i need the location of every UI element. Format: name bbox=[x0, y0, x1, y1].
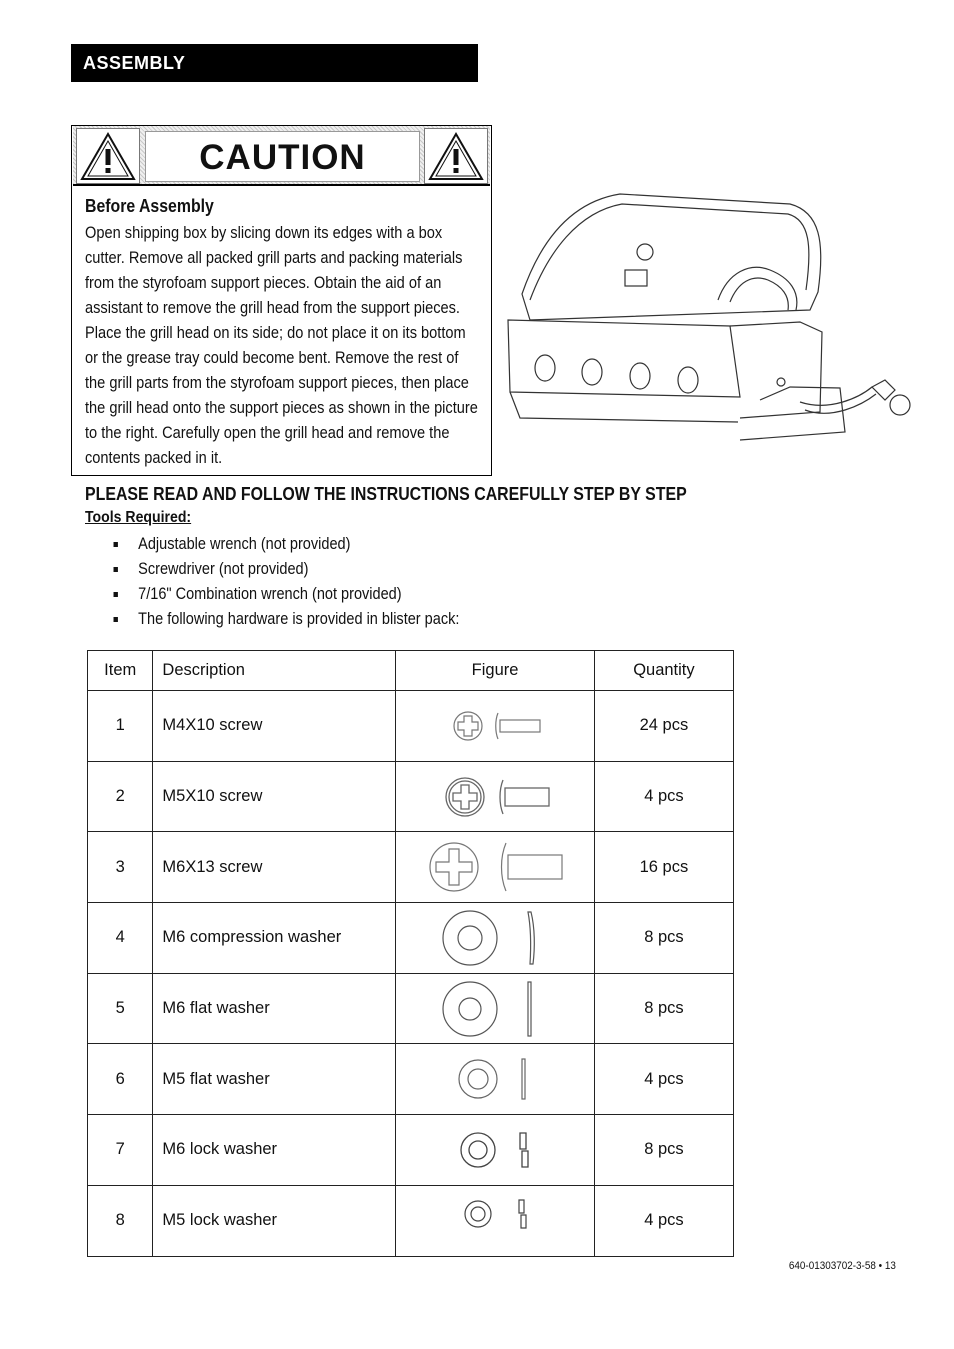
tool-item: The following hardware is provided in blister pack: bbox=[110, 608, 459, 633]
item-quantity: 8 pcs bbox=[594, 903, 733, 974]
flat-washer-small-icon bbox=[396, 1044, 595, 1115]
table-row bbox=[88, 691, 734, 762]
table-row bbox=[88, 832, 734, 903]
instructions-heading: PLEASE READ AND FOLLOW THE INSTRUCTIONS CAREFULLY STEP BY STEP bbox=[85, 483, 687, 504]
compression-washer-icon bbox=[396, 903, 595, 974]
item-number: 1 bbox=[88, 691, 153, 762]
item-quantity: 4 pcs bbox=[594, 761, 733, 832]
item-quantity: 8 pcs bbox=[594, 973, 733, 1044]
table-row bbox=[88, 1044, 734, 1115]
item-description: M6 lock washer bbox=[153, 1115, 396, 1186]
item-description: M5X10 screw bbox=[153, 761, 396, 832]
warning-triangle-icon bbox=[424, 128, 488, 184]
table-row bbox=[88, 761, 734, 832]
item-description: M5 flat washer bbox=[153, 1044, 396, 1115]
item-description: M6 compression washer bbox=[153, 903, 396, 974]
item-description: M6X13 screw bbox=[153, 832, 396, 903]
item-quantity: 16 pcs bbox=[594, 832, 733, 903]
lock-washer-small-icon bbox=[396, 1185, 595, 1256]
item-description: M5 lock washer bbox=[153, 1185, 396, 1256]
screw-large-icon bbox=[396, 832, 595, 903]
table-header-row bbox=[88, 651, 734, 691]
page-reference: 640-01303702-3-58 • 13 bbox=[789, 1260, 896, 1272]
grill-illustration bbox=[500, 182, 920, 450]
hardware-table bbox=[87, 650, 734, 1257]
item-number: 6 bbox=[88, 1044, 153, 1115]
item-quantity: 4 pcs bbox=[594, 1044, 733, 1115]
section-title: ASSEMBLY bbox=[71, 44, 478, 82]
item-number: 2 bbox=[88, 761, 153, 832]
header-item: Item bbox=[88, 651, 153, 691]
table-row bbox=[88, 1115, 734, 1186]
item-quantity: 4 pcs bbox=[594, 1185, 733, 1256]
item-number: 4 bbox=[88, 903, 153, 974]
table-row bbox=[88, 973, 734, 1044]
header-description: Description bbox=[153, 651, 396, 691]
lock-washer-large-icon bbox=[396, 1115, 595, 1186]
tools-required-title: Tools Required: bbox=[85, 509, 192, 526]
header-quantity: Quantity bbox=[594, 651, 733, 691]
header-figure: Figure bbox=[396, 651, 595, 691]
screw-small-icon bbox=[396, 691, 595, 762]
tools-list bbox=[110, 533, 507, 633]
flat-washer-large-icon bbox=[396, 973, 595, 1044]
item-description: M6 flat washer bbox=[153, 973, 396, 1044]
table-row bbox=[88, 903, 734, 974]
item-number: 3 bbox=[88, 832, 153, 903]
before-assembly-text: Open shipping box by slicing down its edges with a box cutter. Remove all packed grill parts and packing materials from the styrofoam support pieces. Obtain the aid of an assistant to remove the grill head from the support pieces. Place the grill head on its side; do not place it on its bottom or the grease tray could become bent. Remove the rest of the grill parts from the styrofoam support pieces, then place the grill head onto the support pieces as shown in the picture to the right. Carefully open the grill head and remove the contents packed in it. bbox=[85, 223, 478, 467]
tool-item: Adjustable wrench (not provided) bbox=[110, 533, 459, 558]
warning-triangle-icon bbox=[76, 128, 140, 184]
item-number: 5 bbox=[88, 973, 153, 1044]
item-number: 8 bbox=[88, 1185, 153, 1256]
screw-medium-icon bbox=[396, 761, 595, 832]
item-quantity: 8 pcs bbox=[594, 1115, 733, 1186]
table-row bbox=[88, 1185, 734, 1256]
tool-item: 7/16" Combination wrench (not provided) bbox=[110, 583, 459, 608]
item-quantity: 24 pcs bbox=[594, 691, 733, 762]
before-assembly-title: Before Assembly bbox=[85, 196, 214, 216]
tool-item: Screwdriver (not provided) bbox=[110, 558, 459, 583]
caution-title: CAUTION bbox=[199, 138, 366, 177]
item-description: M4X10 screw bbox=[153, 691, 396, 762]
item-number: 7 bbox=[88, 1115, 153, 1186]
